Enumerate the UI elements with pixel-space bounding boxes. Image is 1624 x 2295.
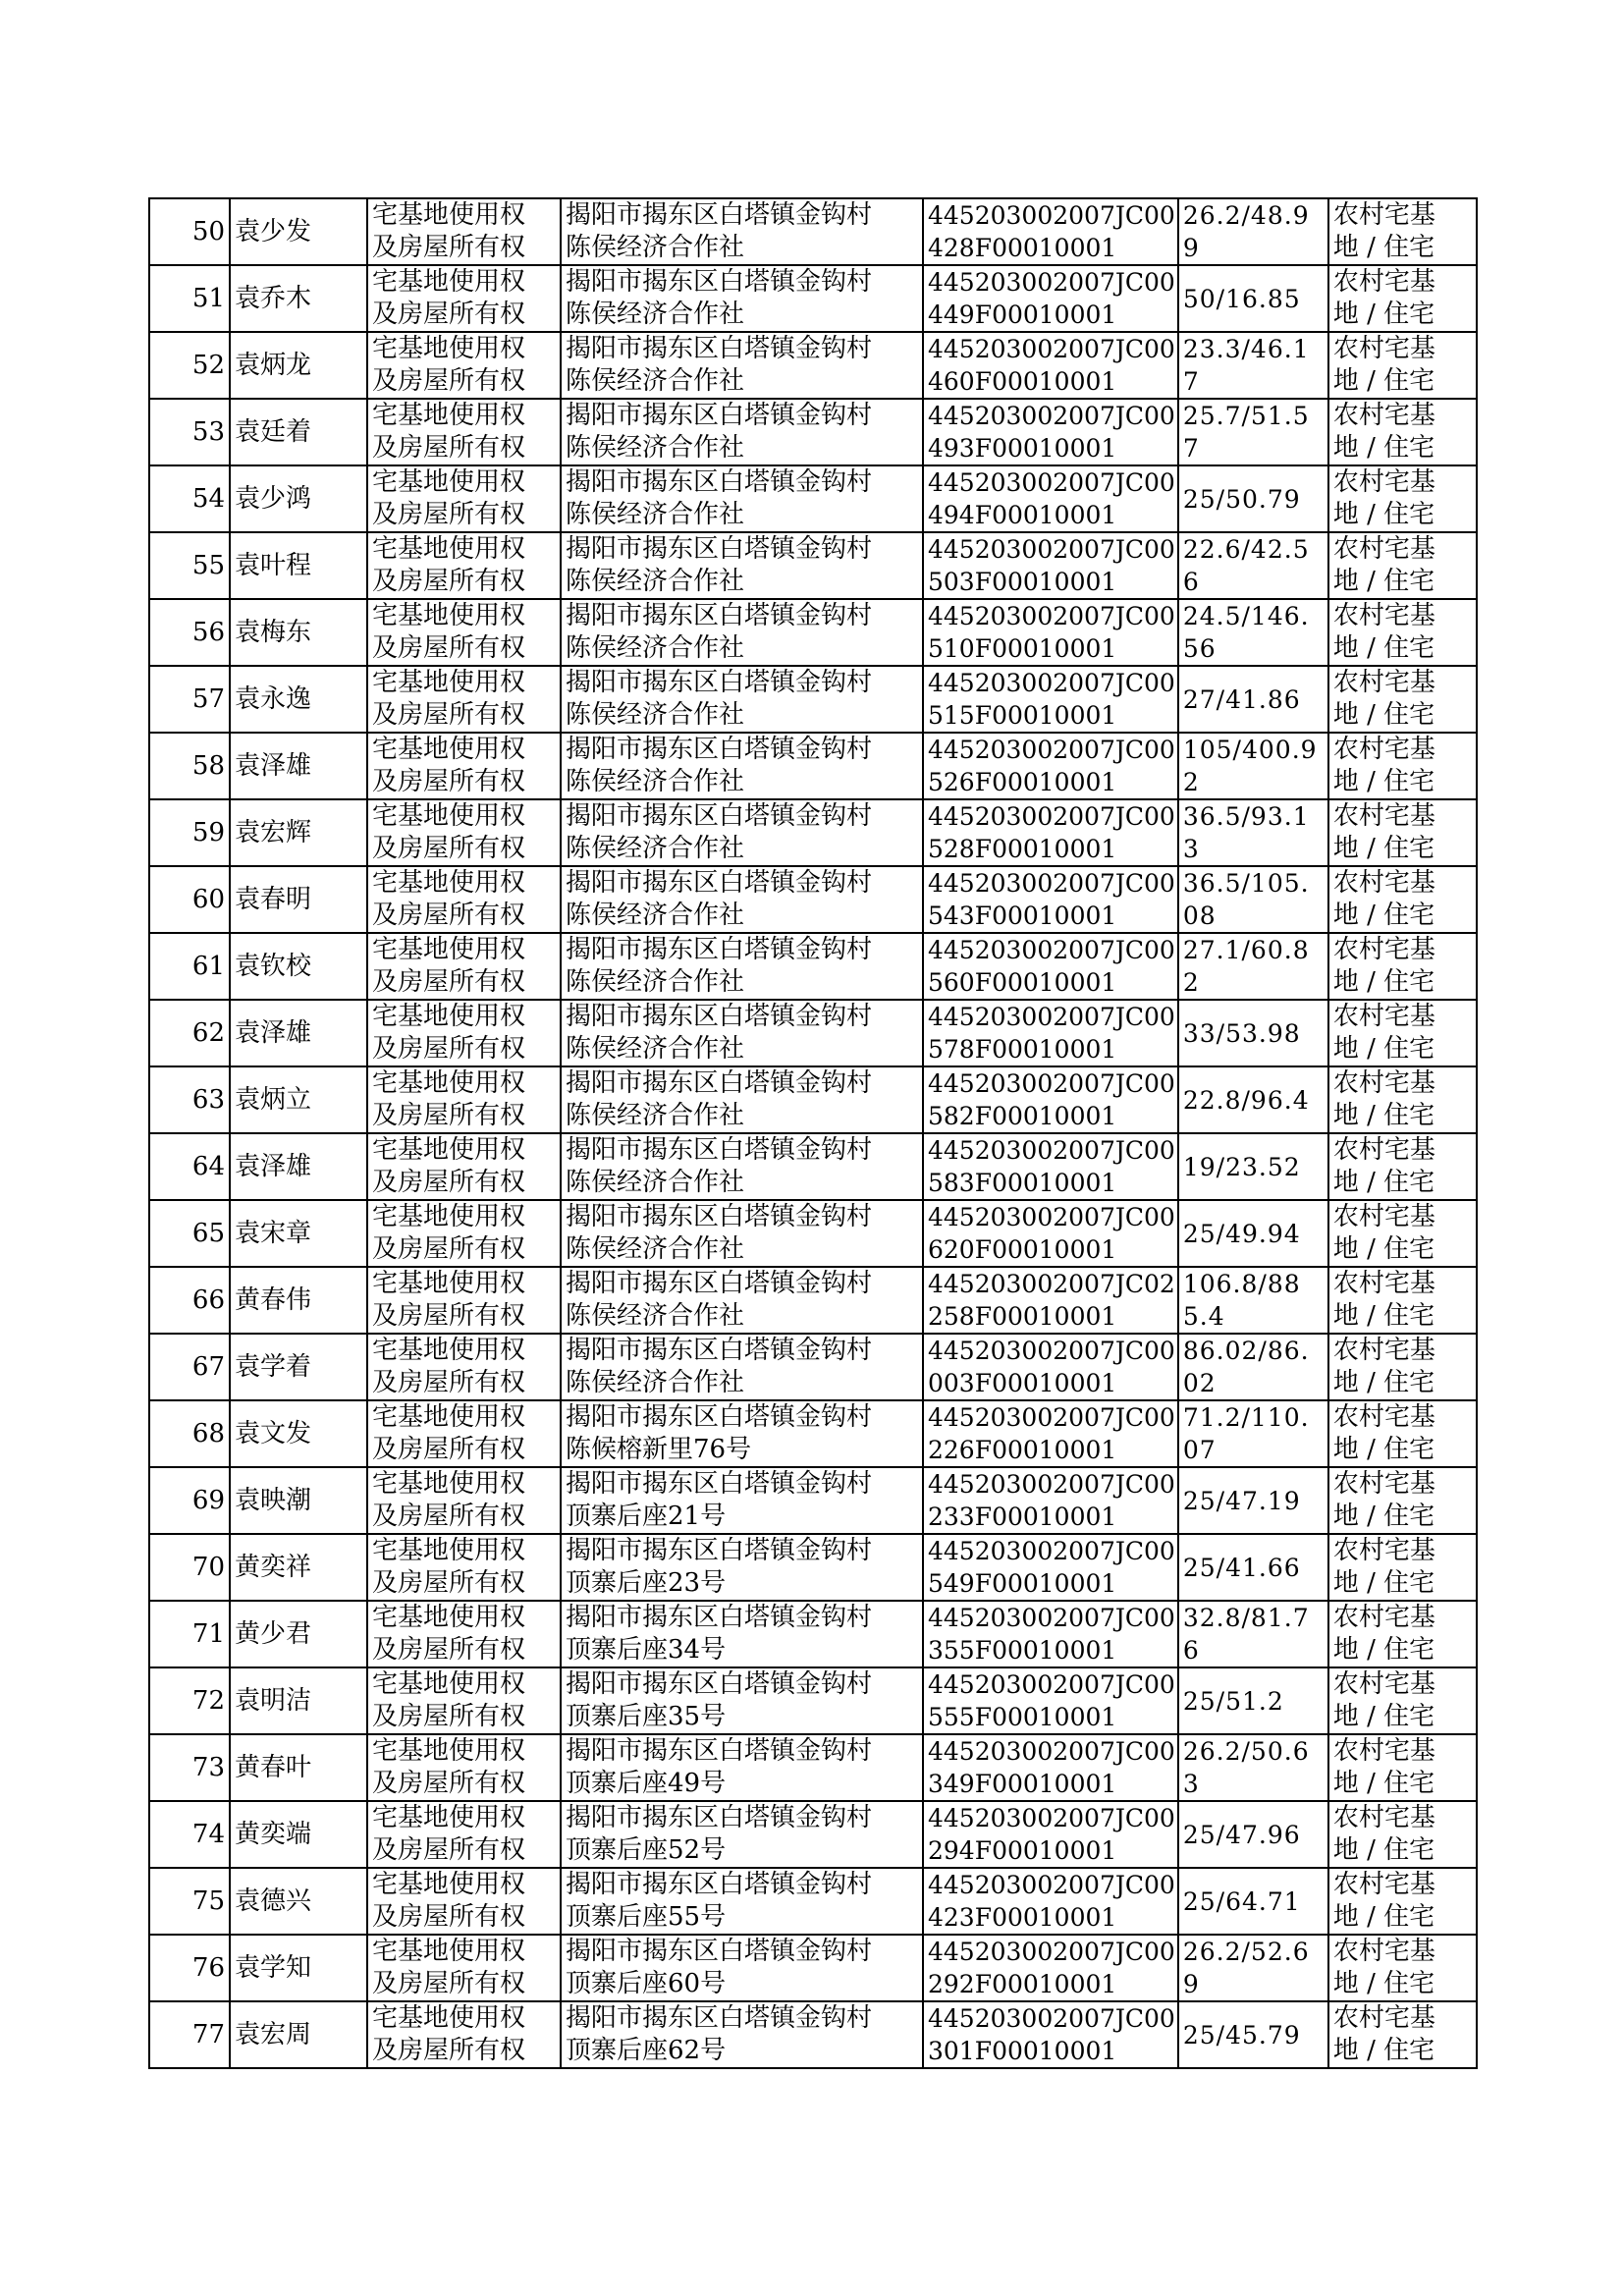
- unit-code: 445203002007JC00 493F00010001: [923, 399, 1178, 465]
- row-number: 69: [149, 1467, 230, 1534]
- unit-code: 445203002007JC00 560F00010001: [923, 933, 1178, 1000]
- unit-code: 445203002007JC00 494F00010001: [923, 465, 1178, 532]
- table-row: [149, 1801, 1477, 1868]
- land-use: 农村宅基 地 / 住宅: [1328, 1400, 1477, 1467]
- location-address: 揭阳市揭东区白塔镇金钩村 陈侯经济合作社: [561, 1267, 923, 1334]
- area-value: 106.8/885.4: [1178, 1267, 1328, 1334]
- row-number: 61: [149, 933, 230, 1000]
- area-value: 25/47.96: [1178, 1801, 1328, 1868]
- land-use: 农村宅基 地 / 住宅: [1328, 866, 1477, 933]
- holder-name: 袁少发: [230, 198, 367, 265]
- area-value: 50/16.85: [1178, 265, 1328, 332]
- unit-code: 445203002007JC00 528F00010001: [923, 799, 1178, 866]
- area-value: 86.02/86.02: [1178, 1334, 1328, 1400]
- land-use: 农村宅基 地 / 住宅: [1328, 1734, 1477, 1801]
- unit-code: 445203002007JC00 292F00010001: [923, 1935, 1178, 2001]
- land-use: 农村宅基 地 / 住宅: [1328, 1133, 1477, 1200]
- location-address: 揭阳市揭东区白塔镇金钩村 陈侯经济合作社: [561, 198, 923, 265]
- location-address: 揭阳市揭东区白塔镇金钩村 陈侯经济合作社: [561, 332, 923, 399]
- table-row: [149, 1200, 1477, 1267]
- location-address: 揭阳市揭东区白塔镇金钩村 陈侯经济合作社: [561, 1334, 923, 1400]
- unit-code: 445203002007JC00 428F00010001: [923, 198, 1178, 265]
- location-address: 揭阳市揭东区白塔镇金钩村 顶寨后座60号: [561, 1935, 923, 2001]
- unit-code: 445203002007JC02 258F00010001: [923, 1267, 1178, 1334]
- table-row: [149, 1667, 1477, 1734]
- location-address: 揭阳市揭东区白塔镇金钩村 陈侯经济合作社: [561, 666, 923, 733]
- unit-code: 445203002007JC00 549F00010001: [923, 1534, 1178, 1601]
- row-number: 54: [149, 465, 230, 532]
- area-value: 25/51.2: [1178, 1667, 1328, 1734]
- row-number: 52: [149, 332, 230, 399]
- unit-code: 445203002007JC00 620F00010001: [923, 1200, 1178, 1267]
- land-use: 农村宅基 地 / 住宅: [1328, 933, 1477, 1000]
- unit-code: 445203002007JC00 510F00010001: [923, 599, 1178, 666]
- unit-code: 445203002007JC00 355F00010001: [923, 1601, 1178, 1667]
- land-use: 农村宅基 地 / 住宅: [1328, 265, 1477, 332]
- table-row: [149, 666, 1477, 733]
- area-value: 24.5/146.56: [1178, 599, 1328, 666]
- location-address: 揭阳市揭东区白塔镇金钩村 陈侯经济合作社: [561, 265, 923, 332]
- holder-name: 袁泽雄: [230, 1000, 367, 1066]
- table-row: [149, 2001, 1477, 2068]
- land-use: 农村宅基 地 / 住宅: [1328, 465, 1477, 532]
- right-type: 宅基地使用权 及房屋所有权: [367, 2001, 561, 2068]
- land-use: 农村宅基 地 / 住宅: [1328, 733, 1477, 799]
- row-number: 50: [149, 198, 230, 265]
- location-address: 揭阳市揭东区白塔镇金钩村 顶寨后座52号: [561, 1801, 923, 1868]
- right-type: 宅基地使用权 及房屋所有权: [367, 599, 561, 666]
- table-row: [149, 1000, 1477, 1066]
- location-address: 揭阳市揭东区白塔镇金钩村 陈候榕新里76号: [561, 1400, 923, 1467]
- holder-name: 袁学着: [230, 1334, 367, 1400]
- right-type: 宅基地使用权 及房屋所有权: [367, 733, 561, 799]
- table-row: [149, 465, 1477, 532]
- location-address: 揭阳市揭东区白塔镇金钩村 顶寨后座49号: [561, 1734, 923, 1801]
- unit-code: 445203002007JC00 460F00010001: [923, 332, 1178, 399]
- area-value: 25/50.79: [1178, 465, 1328, 532]
- location-address: 揭阳市揭东区白塔镇金钩村 陈侯经济合作社: [561, 399, 923, 465]
- location-address: 揭阳市揭东区白塔镇金钩村 陈侯经济合作社: [561, 465, 923, 532]
- right-type: 宅基地使用权 及房屋所有权: [367, 1734, 561, 1801]
- area-value: 71.2/110.07: [1178, 1400, 1328, 1467]
- row-number: 77: [149, 2001, 230, 2068]
- land-use: 农村宅基 地 / 住宅: [1328, 2001, 1477, 2068]
- holder-name: 袁泽雄: [230, 733, 367, 799]
- holder-name: 袁映潮: [230, 1467, 367, 1534]
- area-value: 23.3/46.17: [1178, 332, 1328, 399]
- row-number: 68: [149, 1400, 230, 1467]
- holder-name: 袁乔木: [230, 265, 367, 332]
- unit-code: 445203002007JC00 349F00010001: [923, 1734, 1178, 1801]
- table-row: [149, 1534, 1477, 1601]
- right-type: 宅基地使用权 及房屋所有权: [367, 1000, 561, 1066]
- row-number: 55: [149, 532, 230, 599]
- unit-code: 445203002007JC00 515F00010001: [923, 666, 1178, 733]
- land-use: 农村宅基 地 / 住宅: [1328, 1667, 1477, 1734]
- right-type: 宅基地使用权 及房屋所有权: [367, 1935, 561, 2001]
- row-number: 64: [149, 1133, 230, 1200]
- land-use: 农村宅基 地 / 住宅: [1328, 1066, 1477, 1133]
- right-type: 宅基地使用权 及房屋所有权: [367, 1667, 561, 1734]
- unit-code: 445203002007JC00 423F00010001: [923, 1868, 1178, 1935]
- location-address: 揭阳市揭东区白塔镇金钩村 陈侯经济合作社: [561, 532, 923, 599]
- right-type: 宅基地使用权 及房屋所有权: [367, 399, 561, 465]
- holder-name: 黄少君: [230, 1601, 367, 1667]
- location-address: 揭阳市揭东区白塔镇金钩村 陈侯经济合作社: [561, 799, 923, 866]
- row-number: 75: [149, 1868, 230, 1935]
- land-use: 农村宅基 地 / 住宅: [1328, 666, 1477, 733]
- right-type: 宅基地使用权 及房屋所有权: [367, 1334, 561, 1400]
- holder-name: 袁炳立: [230, 1066, 367, 1133]
- area-value: 32.8/81.76: [1178, 1601, 1328, 1667]
- location-address: 揭阳市揭东区白塔镇金钩村 陈侯经济合作社: [561, 1066, 923, 1133]
- registry-table-body: [149, 198, 1477, 2068]
- unit-code: 445203002007JC00 503F00010001: [923, 532, 1178, 599]
- holder-name: 黄奕祥: [230, 1534, 367, 1601]
- right-type: 宅基地使用权 及房屋所有权: [367, 265, 561, 332]
- holder-name: 袁学知: [230, 1935, 367, 2001]
- right-type: 宅基地使用权 及房屋所有权: [367, 933, 561, 1000]
- holder-name: 袁春明: [230, 866, 367, 933]
- land-use: 农村宅基 地 / 住宅: [1328, 1000, 1477, 1066]
- right-type: 宅基地使用权 及房屋所有权: [367, 1133, 561, 1200]
- unit-code: 445203002007JC00 233F00010001: [923, 1467, 1178, 1534]
- table-row: [149, 532, 1477, 599]
- right-type: 宅基地使用权 及房屋所有权: [367, 1400, 561, 1467]
- land-use: 农村宅基 地 / 住宅: [1328, 1267, 1477, 1334]
- location-address: 揭阳市揭东区白塔镇金钩村 陈侯经济合作社: [561, 1200, 923, 1267]
- table-row: [149, 1467, 1477, 1534]
- holder-name: 黄春伟: [230, 1267, 367, 1334]
- right-type: 宅基地使用权 及房屋所有权: [367, 1534, 561, 1601]
- right-type: 宅基地使用权 及房屋所有权: [367, 465, 561, 532]
- row-number: 67: [149, 1334, 230, 1400]
- right-type: 宅基地使用权 及房屋所有权: [367, 198, 561, 265]
- holder-name: 袁炳龙: [230, 332, 367, 399]
- table-row: [149, 1868, 1477, 1935]
- land-use: 农村宅基 地 / 住宅: [1328, 1534, 1477, 1601]
- unit-code: 445203002007JC00 555F00010001: [923, 1667, 1178, 1734]
- holder-name: 袁叶程: [230, 532, 367, 599]
- area-value: 25.7/51.57: [1178, 399, 1328, 465]
- table-row: [149, 866, 1477, 933]
- location-address: 揭阳市揭东区白塔镇金钩村 顶寨后座62号: [561, 2001, 923, 2068]
- land-use: 农村宅基 地 / 住宅: [1328, 532, 1477, 599]
- unit-code: 445203002007JC00 583F00010001: [923, 1133, 1178, 1200]
- right-type: 宅基地使用权 及房屋所有权: [367, 1200, 561, 1267]
- row-number: 66: [149, 1267, 230, 1334]
- location-address: 揭阳市揭东区白塔镇金钩村 顶寨后座23号: [561, 1534, 923, 1601]
- land-use: 农村宅基 地 / 住宅: [1328, 1935, 1477, 2001]
- location-address: 揭阳市揭东区白塔镇金钩村 陈侯经济合作社: [561, 1000, 923, 1066]
- holder-name: 袁泽雄: [230, 1133, 367, 1200]
- unit-code: 445203002007JC00 578F00010001: [923, 1000, 1178, 1066]
- row-number: 57: [149, 666, 230, 733]
- unit-code: 445203002007JC00 449F00010001: [923, 265, 1178, 332]
- row-number: 53: [149, 399, 230, 465]
- area-value: 26.2/50.63: [1178, 1734, 1328, 1801]
- right-type: 宅基地使用权 及房屋所有权: [367, 666, 561, 733]
- area-value: 36.5/93.13: [1178, 799, 1328, 866]
- land-use: 农村宅基 地 / 住宅: [1328, 1601, 1477, 1667]
- row-number: 51: [149, 265, 230, 332]
- table-row: [149, 1601, 1477, 1667]
- right-type: 宅基地使用权 及房屋所有权: [367, 1267, 561, 1334]
- table-row: [149, 1267, 1477, 1334]
- holder-name: 黄春叶: [230, 1734, 367, 1801]
- area-value: 25/45.79: [1178, 2001, 1328, 2068]
- location-address: 揭阳市揭东区白塔镇金钩村 顶寨后座34号: [561, 1601, 923, 1667]
- holder-name: 黄奕端: [230, 1801, 367, 1868]
- right-type: 宅基地使用权 及房屋所有权: [367, 799, 561, 866]
- location-address: 揭阳市揭东区白塔镇金钩村 顶寨后座21号: [561, 1467, 923, 1534]
- table-row: [149, 1400, 1477, 1467]
- location-address: 揭阳市揭东区白塔镇金钩村 陈侯经济合作社: [561, 733, 923, 799]
- land-use: 农村宅基 地 / 住宅: [1328, 1200, 1477, 1267]
- right-type: 宅基地使用权 及房屋所有权: [367, 1467, 561, 1534]
- right-type: 宅基地使用权 及房屋所有权: [367, 532, 561, 599]
- area-value: 105/400.92: [1178, 733, 1328, 799]
- area-value: 25/64.71: [1178, 1868, 1328, 1935]
- registry-table: [148, 197, 1478, 2069]
- holder-name: 袁梅东: [230, 599, 367, 666]
- holder-name: 袁少鸿: [230, 465, 367, 532]
- area-value: 25/41.66: [1178, 1534, 1328, 1601]
- land-use: 农村宅基 地 / 住宅: [1328, 1801, 1477, 1868]
- row-number: 70: [149, 1534, 230, 1601]
- table-row: [149, 1935, 1477, 2001]
- area-value: 22.8/96.4: [1178, 1066, 1328, 1133]
- unit-code: 445203002007JC00 301F00010001: [923, 2001, 1178, 2068]
- row-number: 72: [149, 1667, 230, 1734]
- table-row: [149, 1334, 1477, 1400]
- row-number: 59: [149, 799, 230, 866]
- table-row: [149, 332, 1477, 399]
- land-use: 农村宅基 地 / 住宅: [1328, 332, 1477, 399]
- right-type: 宅基地使用权 及房屋所有权: [367, 1601, 561, 1667]
- holder-name: 袁钦校: [230, 933, 367, 1000]
- location-address: 揭阳市揭东区白塔镇金钩村 陈侯经济合作社: [561, 933, 923, 1000]
- land-use: 农村宅基 地 / 住宅: [1328, 198, 1477, 265]
- area-value: 25/47.19: [1178, 1467, 1328, 1534]
- unit-code: 445203002007JC00 543F00010001: [923, 866, 1178, 933]
- row-number: 73: [149, 1734, 230, 1801]
- unit-code: 445203002007JC00 226F00010001: [923, 1400, 1178, 1467]
- location-address: 揭阳市揭东区白塔镇金钩村 顶寨后座55号: [561, 1868, 923, 1935]
- holder-name: 袁文发: [230, 1400, 367, 1467]
- table-row: [149, 799, 1477, 866]
- row-number: 60: [149, 866, 230, 933]
- unit-code: 445203002007JC00 294F00010001: [923, 1801, 1178, 1868]
- land-use: 农村宅基 地 / 住宅: [1328, 799, 1477, 866]
- area-value: 26.2/52.69: [1178, 1935, 1328, 2001]
- table-row: [149, 599, 1477, 666]
- row-number: 56: [149, 599, 230, 666]
- right-type: 宅基地使用权 及房屋所有权: [367, 866, 561, 933]
- area-value: 19/23.52: [1178, 1133, 1328, 1200]
- table-row: [149, 1133, 1477, 1200]
- area-value: 36.5/105.08: [1178, 866, 1328, 933]
- table-row: [149, 1734, 1477, 1801]
- land-use: 农村宅基 地 / 住宅: [1328, 399, 1477, 465]
- right-type: 宅基地使用权 及房屋所有权: [367, 1868, 561, 1935]
- right-type: 宅基地使用权 及房屋所有权: [367, 1801, 561, 1868]
- table-row: [149, 265, 1477, 332]
- location-address: 揭阳市揭东区白塔镇金钩村 陈侯经济合作社: [561, 1133, 923, 1200]
- right-type: 宅基地使用权 及房屋所有权: [367, 332, 561, 399]
- holder-name: 袁宋章: [230, 1200, 367, 1267]
- location-address: 揭阳市揭东区白塔镇金钩村 陈侯经济合作社: [561, 866, 923, 933]
- row-number: 74: [149, 1801, 230, 1868]
- table-row: [149, 198, 1477, 265]
- table-row: [149, 399, 1477, 465]
- land-use: 农村宅基 地 / 住宅: [1328, 1467, 1477, 1534]
- holder-name: 袁德兴: [230, 1868, 367, 1935]
- land-use: 农村宅基 地 / 住宅: [1328, 1868, 1477, 1935]
- unit-code: 445203002007JC00 003F00010001: [923, 1334, 1178, 1400]
- location-address: 揭阳市揭东区白塔镇金钩村 顶寨后座35号: [561, 1667, 923, 1734]
- table-row: [149, 933, 1477, 1000]
- area-value: 27.1/60.82: [1178, 933, 1328, 1000]
- holder-name: 袁明洁: [230, 1667, 367, 1734]
- holder-name: 袁宏辉: [230, 799, 367, 866]
- land-use: 农村宅基 地 / 住宅: [1328, 599, 1477, 666]
- row-number: 63: [149, 1066, 230, 1133]
- area-value: 25/49.94: [1178, 1200, 1328, 1267]
- holder-name: 袁宏周: [230, 2001, 367, 2068]
- area-value: 27/41.86: [1178, 666, 1328, 733]
- area-value: 26.2/48.99: [1178, 198, 1328, 265]
- holder-name: 袁永逸: [230, 666, 367, 733]
- area-value: 33/53.98: [1178, 1000, 1328, 1066]
- table-row: [149, 733, 1477, 799]
- area-value: 22.6/42.56: [1178, 532, 1328, 599]
- row-number: 62: [149, 1000, 230, 1066]
- location-address: 揭阳市揭东区白塔镇金钩村 陈侯经济合作社: [561, 599, 923, 666]
- land-use: 农村宅基 地 / 住宅: [1328, 1334, 1477, 1400]
- row-number: 65: [149, 1200, 230, 1267]
- table-row: [149, 1066, 1477, 1133]
- row-number: 76: [149, 1935, 230, 2001]
- row-number: 71: [149, 1601, 230, 1667]
- holder-name: 袁廷着: [230, 399, 367, 465]
- unit-code: 445203002007JC00 526F00010001: [923, 733, 1178, 799]
- right-type: 宅基地使用权 及房屋所有权: [367, 1066, 561, 1133]
- row-number: 58: [149, 733, 230, 799]
- unit-code: 445203002007JC00 582F00010001: [923, 1066, 1178, 1133]
